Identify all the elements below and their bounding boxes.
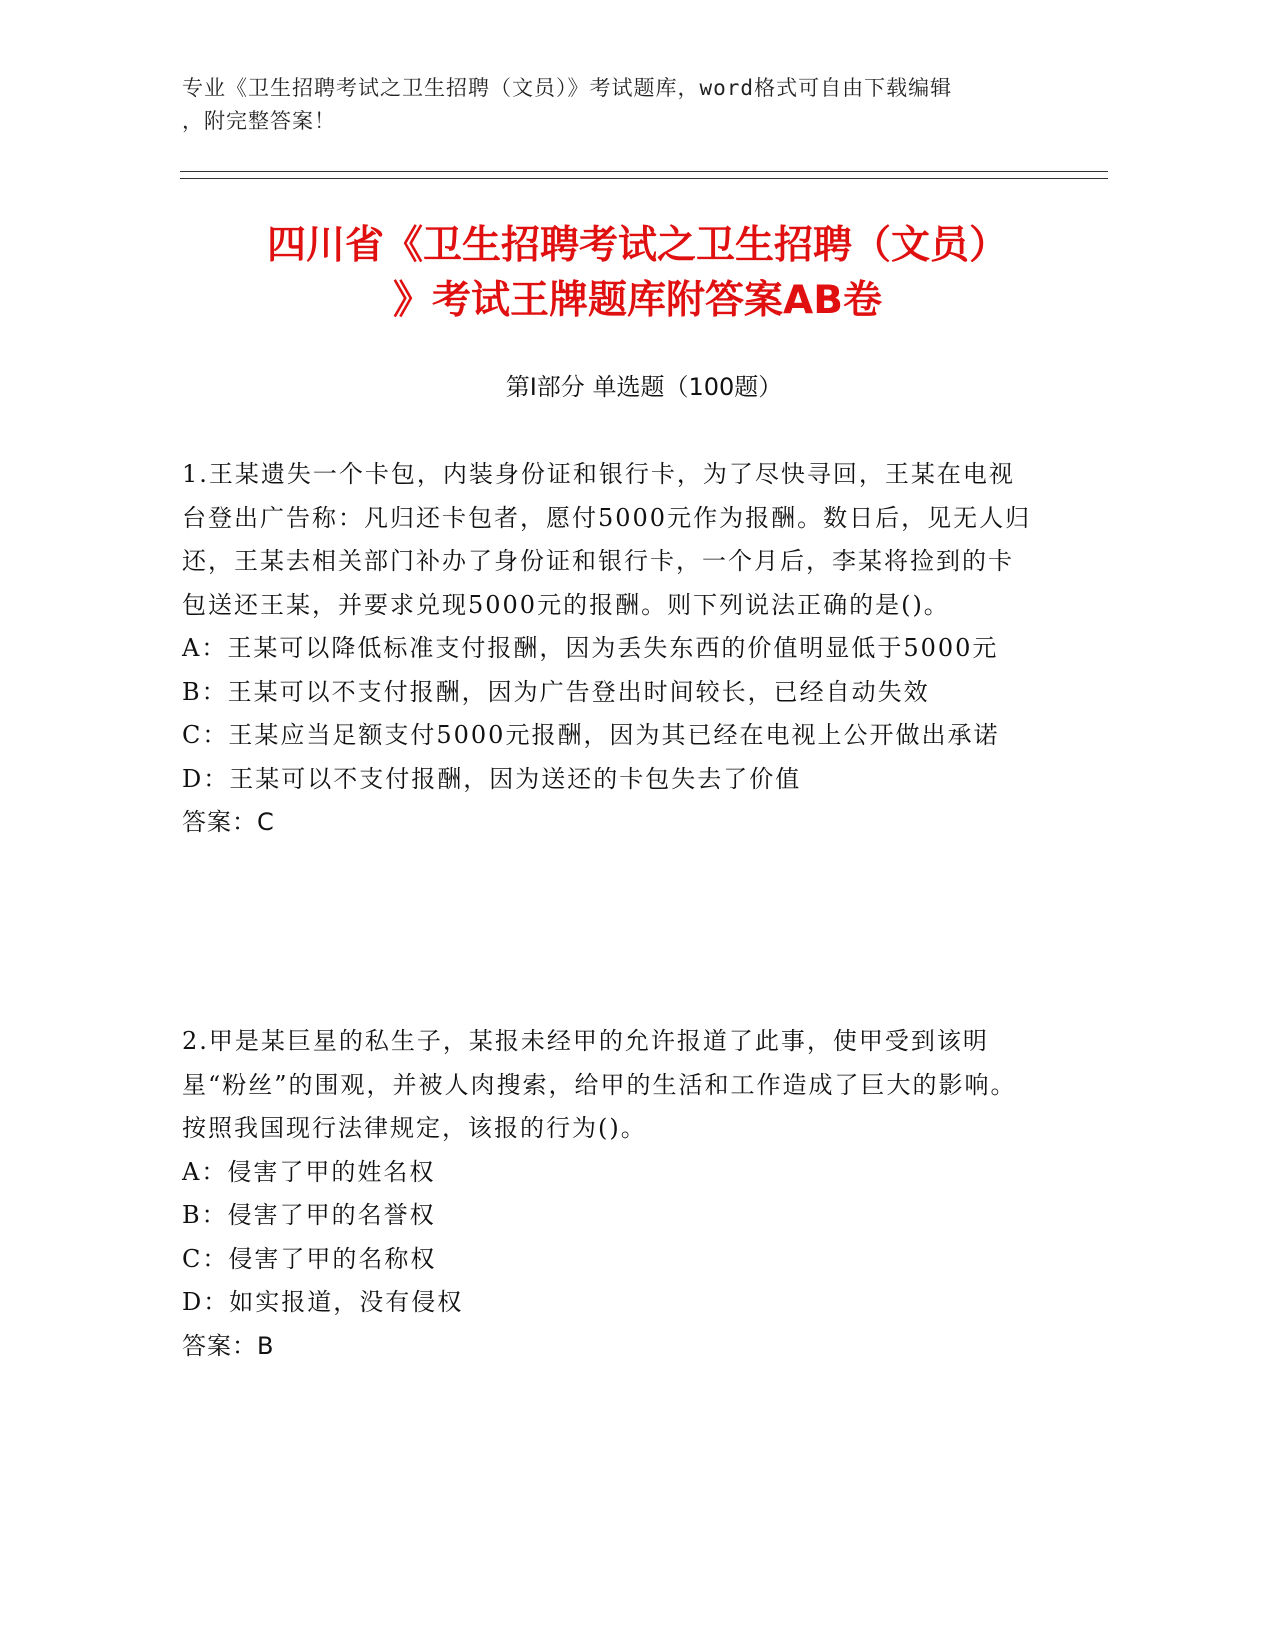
document-title-line-1: 四川省《卫生招聘考试之卫生招聘（文员） <box>266 223 1008 268</box>
header-divider-top <box>180 171 1108 172</box>
question-2-answer: 答案：B <box>182 1331 275 1360</box>
question-2-stem: 2.甲是某巨星的私生子，某报未经甲的允许报道了此事，使甲受到该明星“粉丝”的围观，并被人肉搜索，给甲的生活和工作造成了巨大的影响。按照我国现行法律规定，该报的行为()。 <box>182 1027 1017 1142</box>
header-note <box>182 72 1032 138</box>
question-2 <box>182 1020 1032 1368</box>
section-title: 第Ⅰ部分 单选题（100题） <box>505 373 783 401</box>
question-1-option-c: C：王某应当足额支付5000元报酬，因为其已经在电视上公开做出承诺 <box>182 721 1000 749</box>
header-note-line-1: 专业《卫生招聘考试之卫生招聘（文员）》考试题库，word格式可自由下载编辑 <box>182 76 953 100</box>
header-divider-bottom <box>180 178 1108 179</box>
question-1-answer: 答案：C <box>182 808 275 836</box>
question-2-option-d: D：如实报道，没有侵权 <box>182 1288 464 1316</box>
document-title <box>150 218 1125 328</box>
header-note-line-2: ，附完整答案！ <box>182 109 336 133</box>
question-1-option-a: A：王某可以降低标准支付报酬，因为丢失东西的价值明显低于5000元 <box>182 634 999 662</box>
question-2-option-b: B：侵害了甲的名誉权 <box>182 1201 436 1229</box>
document-title-line-2: 》考试王牌题库附答案AB卷 <box>393 278 882 323</box>
question-1-stem: 1.王某遗失一个卡包，内装身份证和银行卡，为了尽快寻回，王某在电视台登出广告称：凡归还卡包者，愿付5000元作为报酬。数日后，见无人归还，王某去相关部门补办了身份证和银行卡，一个月后，李某将捡到的卡包送还王某，并要求兑现5000元的报酬。则下列说法正确的是()。 <box>182 460 1032 619</box>
question-1-option-b: B：王某可以不支付报酬，因为广告登出时间较长，已经自动失效 <box>182 677 930 706</box>
question-1-option-d: D：王某可以不支付报酬，因为送还的卡包失去了价值 <box>182 764 802 793</box>
question-1 <box>182 453 1032 845</box>
question-2-option-a: A：侵害了甲的姓名权 <box>182 1157 436 1186</box>
question-2-option-c: C：侵害了甲的名称权 <box>182 1244 437 1273</box>
